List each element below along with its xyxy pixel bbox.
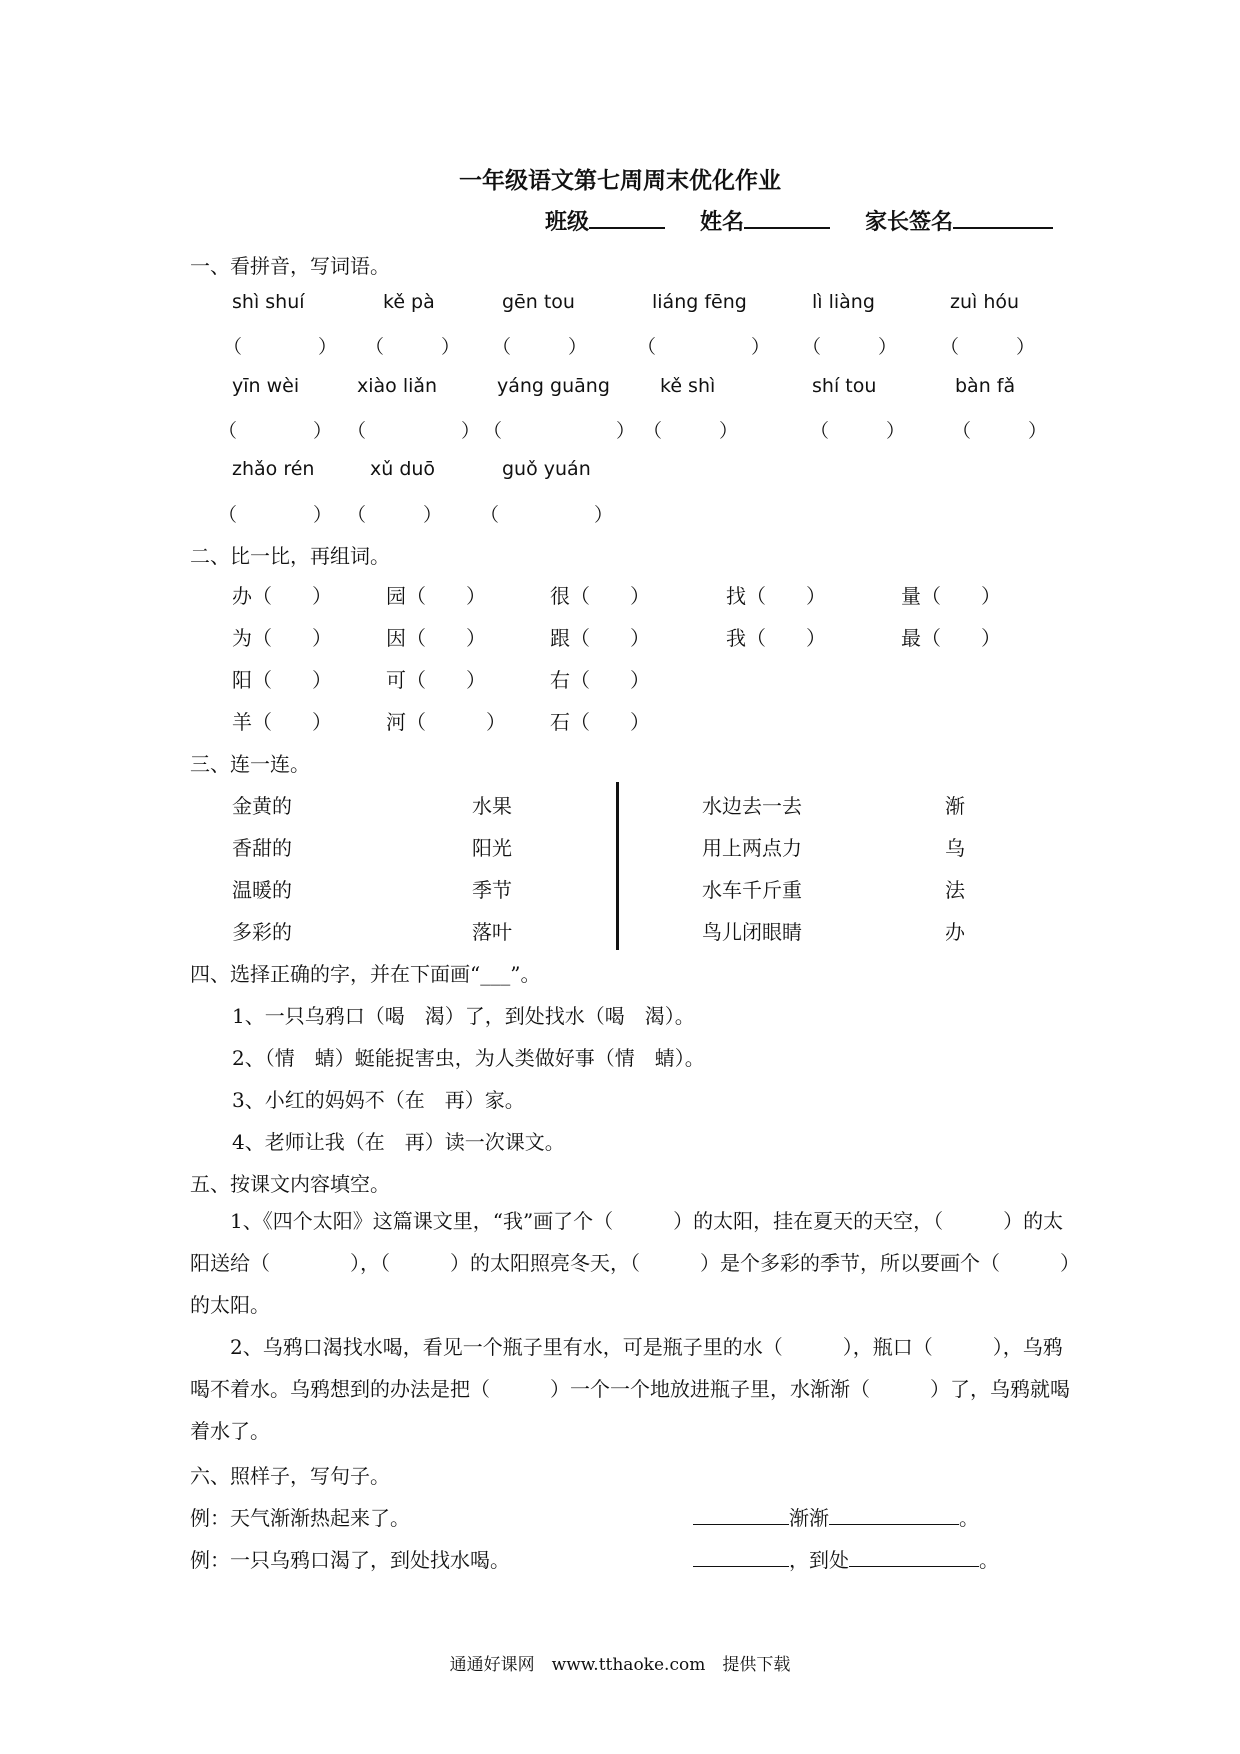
fill-paragraph-1[interactable]: 1、《四个太阳》这篇课文里，“我”画了个（ ）的太阳，挂在夏天的天空，（ ）的太阳送给（ ），（ ）的太阳照亮冬天，（ ）是个多彩的季节，所以要画个（ ）的太阳。 bbox=[190, 1209, 1070, 1317]
char: 羊 bbox=[232, 710, 252, 734]
name-field bbox=[700, 205, 830, 236]
column-divider bbox=[616, 782, 619, 950]
match-left-target[interactable]: 落叶 bbox=[472, 920, 512, 944]
char: 园 bbox=[386, 584, 406, 608]
choice-item[interactable]: 4、老师让我（在 再）读一次课文。 bbox=[232, 1130, 565, 1154]
compare-item[interactable]: 我（ ） bbox=[726, 626, 826, 650]
match-left-item[interactable]: 多彩的 bbox=[232, 920, 292, 944]
char: 河 bbox=[386, 710, 406, 734]
name-blank[interactable] bbox=[744, 209, 830, 229]
char: 最 bbox=[901, 626, 921, 650]
match-right-item[interactable]: 水车千斤重 bbox=[702, 878, 802, 902]
section6-heading: 六、照样子，写句子。 bbox=[190, 1464, 390, 1488]
fill-paragraph-2[interactable]: 2、乌鸦口渴找水喝，看见一个瓶子里有水，可是瓶子里的水（ ），瓶口（ ），乌鸦喝不着水。乌鸦想到的办法是把（ ）一个一个地放进瓶子里，水渐渐（ ）了，乌鸦就喝着水了。 bbox=[190, 1335, 1070, 1443]
match-right-target[interactable]: 乌 bbox=[945, 836, 965, 860]
pinyin: zuì hóu bbox=[950, 291, 1020, 313]
pinyin: gēn tou bbox=[502, 291, 575, 313]
class-field bbox=[545, 205, 665, 236]
write-sentence-1[interactable] bbox=[693, 1502, 979, 1531]
pinyin: shì shuí bbox=[232, 291, 305, 313]
pinyin: lì liàng bbox=[812, 291, 875, 313]
char: 很 bbox=[550, 584, 570, 608]
pinyin: zhǎo rén bbox=[232, 458, 315, 480]
section2-heading: 二、比一比，再组词。 bbox=[190, 544, 390, 568]
compare-item[interactable]: 为（ ） bbox=[232, 626, 332, 650]
match-right-item[interactable]: 水边去一去 bbox=[702, 794, 802, 818]
answer-blank[interactable] bbox=[693, 1548, 789, 1567]
match-left-target[interactable]: 阳光 bbox=[472, 836, 512, 860]
answer-paren[interactable]: （ ） bbox=[483, 420, 636, 442]
match-left-item[interactable]: 金黄的 bbox=[232, 794, 292, 818]
choice-item[interactable]: 3、小红的妈妈不（在 再）家。 bbox=[232, 1088, 525, 1112]
answer-paren[interactable]: （ ） bbox=[802, 336, 898, 358]
answer-paren[interactable]: （ ） bbox=[940, 336, 1036, 358]
compare-item[interactable]: 找（ ） bbox=[726, 584, 826, 608]
compare-item[interactable]: 办（ ） bbox=[232, 584, 332, 608]
compare-item[interactable]: 量（ ） bbox=[901, 584, 1001, 608]
choice-item[interactable]: 1、一只乌鸦口（喝 渴）了，到处找水（喝 渴）。 bbox=[232, 1004, 695, 1028]
pinyin: shí tou bbox=[812, 375, 877, 397]
choice-item[interactable]: 2、（情 蜻）蜓能捉害虫，为人类做好事（情 蜻）。 bbox=[232, 1046, 705, 1070]
answer-blank[interactable] bbox=[693, 1506, 789, 1525]
char: 跟 bbox=[550, 626, 570, 650]
compare-item[interactable]: 阳（ ） bbox=[232, 668, 332, 692]
pinyin: yáng guāng bbox=[497, 375, 610, 397]
example-sentence-2: 例：一只乌鸦口渴了，到处找水喝。 bbox=[190, 1548, 510, 1572]
pinyin: kě shì bbox=[660, 375, 716, 397]
answer-paren[interactable]: （ ） bbox=[643, 420, 739, 442]
answer-paren[interactable]: （ ） bbox=[952, 420, 1048, 442]
answer-paren[interactable]: （ ） bbox=[223, 336, 338, 358]
match-right-item[interactable]: 用上两点力 bbox=[702, 836, 802, 860]
compare-item[interactable]: 右（ ） bbox=[550, 668, 650, 692]
pinyin: bàn fǎ bbox=[955, 375, 1016, 397]
example-sentence-1: 例：天气渐渐热起来了。 bbox=[190, 1506, 410, 1530]
parent-sign-field bbox=[865, 205, 1053, 236]
footer-credit: 通通好课网 www.tthaoke.com 提供下载 bbox=[449, 1655, 791, 1675]
compare-item[interactable]: 很（ ） bbox=[550, 584, 650, 608]
char: 阳 bbox=[232, 668, 252, 692]
char: 办 bbox=[232, 584, 252, 608]
answer-blank[interactable] bbox=[829, 1506, 959, 1525]
section1-heading: 一、看拼音，写词语。 bbox=[190, 254, 390, 278]
class-blank[interactable] bbox=[589, 209, 665, 229]
match-right-item[interactable]: 鸟儿闭眼睛 bbox=[702, 920, 802, 944]
compare-item[interactable]: 河（ ） bbox=[386, 710, 506, 734]
char: 可 bbox=[386, 668, 406, 692]
answer-paren[interactable]: （ ） bbox=[492, 336, 588, 358]
answer-blank[interactable] bbox=[849, 1548, 979, 1567]
answer-paren[interactable]: （ ） bbox=[637, 336, 771, 358]
match-left-target[interactable]: 水果 bbox=[472, 794, 512, 818]
parent-sign-blank[interactable] bbox=[953, 209, 1053, 229]
page-title: 一年级语文第七周周末优化作业 bbox=[459, 167, 781, 194]
compare-item[interactable]: 因（ ） bbox=[386, 626, 486, 650]
match-right-target[interactable]: 渐 bbox=[945, 794, 965, 818]
section4-heading: 四、选择正确的字，并在下面画“___”。 bbox=[190, 962, 541, 986]
keyword: ，到处 bbox=[789, 1548, 849, 1572]
compare-item[interactable]: 园（ ） bbox=[386, 584, 486, 608]
parent-sign-label: 家长签名 bbox=[865, 209, 954, 235]
compare-item[interactable]: 石（ ） bbox=[550, 710, 650, 734]
name-label: 姓名 bbox=[700, 209, 745, 235]
match-left-target[interactable]: 季节 bbox=[472, 878, 512, 902]
pinyin: xiào liǎn bbox=[357, 375, 438, 397]
pinyin: guǒ yuán bbox=[502, 458, 591, 480]
match-right-target[interactable]: 办 bbox=[945, 920, 965, 944]
period: 。 bbox=[959, 1506, 979, 1530]
char: 我 bbox=[726, 626, 746, 650]
section3-heading: 三、连一连。 bbox=[190, 752, 310, 776]
answer-paren[interactable]: （ ） bbox=[218, 420, 333, 442]
char: 石 bbox=[550, 710, 570, 734]
answer-paren[interactable]: （ ） bbox=[347, 504, 443, 526]
answer-paren[interactable]: （ ） bbox=[365, 336, 461, 358]
section5-heading: 五、按课文内容填空。 bbox=[190, 1172, 390, 1196]
compare-item[interactable]: 最（ ） bbox=[901, 626, 1001, 650]
compare-item[interactable]: 跟（ ） bbox=[550, 626, 650, 650]
match-left-item[interactable]: 温暖的 bbox=[232, 878, 292, 902]
char: 找 bbox=[726, 584, 746, 608]
char: 为 bbox=[232, 626, 252, 650]
answer-paren[interactable]: （ ） bbox=[810, 420, 906, 442]
char: 因 bbox=[386, 626, 406, 650]
compare-item[interactable]: 羊（ ） bbox=[232, 710, 332, 734]
match-right-target[interactable]: 法 bbox=[945, 878, 965, 902]
pinyin: kě pà bbox=[383, 291, 435, 313]
match-left-item[interactable]: 香甜的 bbox=[232, 836, 292, 860]
char: 右 bbox=[550, 668, 570, 692]
pinyin: liáng fēng bbox=[652, 291, 747, 313]
answer-paren[interactable]: （ ） bbox=[347, 420, 481, 442]
compare-item[interactable]: 可（ ） bbox=[386, 668, 486, 692]
write-sentence-2[interactable] bbox=[693, 1544, 999, 1573]
pinyin: xǔ duō bbox=[370, 458, 436, 480]
char: 量 bbox=[901, 584, 921, 608]
period: 。 bbox=[979, 1548, 999, 1572]
answer-paren[interactable]: （ ） bbox=[218, 504, 333, 526]
answer-paren[interactable]: （ ） bbox=[480, 504, 614, 526]
class-label: 班级 bbox=[545, 209, 590, 235]
pinyin: yīn wèi bbox=[232, 375, 300, 397]
keyword: 渐渐 bbox=[789, 1506, 829, 1530]
